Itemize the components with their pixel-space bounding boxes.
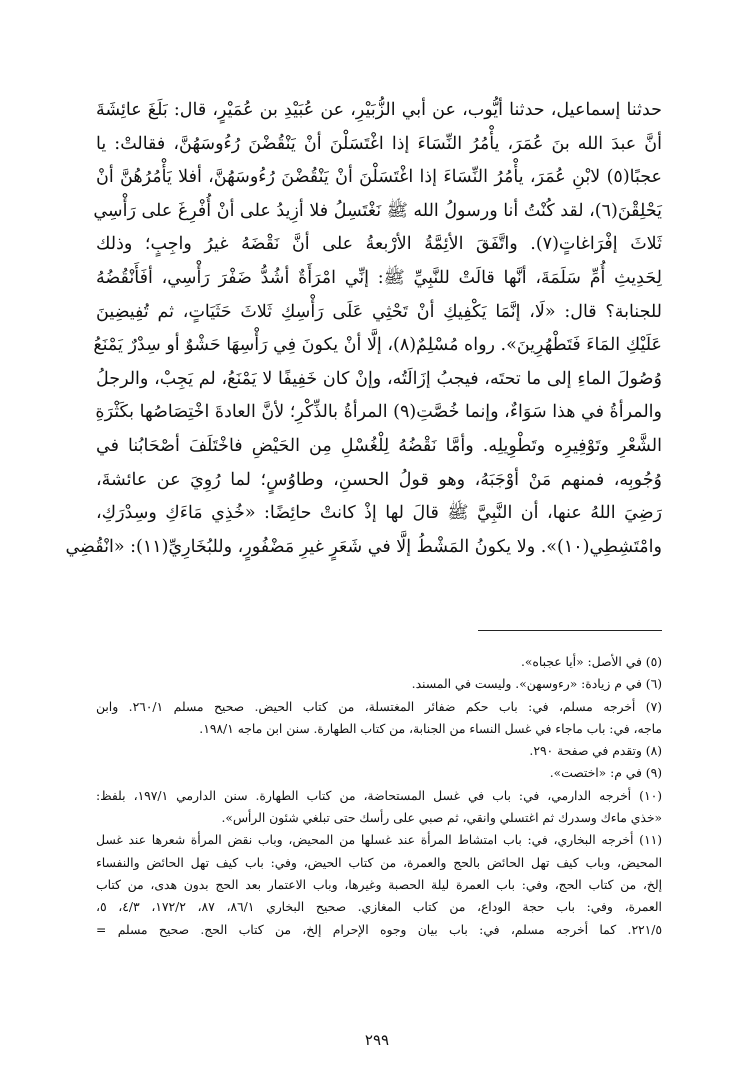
footnote-separator [478,630,662,631]
body-line: لِحَدِيثِ أُمِّ سَلَمَةَ، أنَّها قالَتْ للنَّبِيِّ ﷺ: إنِّي امْرَأَةٌ أشُدُّ ضَفْرَ رَأْسِي، أفَأَنْقُضُهُ [96,267,662,288]
body-line: يَحْلِقْنَ(٦)، لقد كُنْتُ أنا ورسولُ الله ﷺ نَغْتَسِلُ فلا أزِيدُ على أنْ أُفْرِغَ على رَأْسِي [93,200,662,221]
body-line: ثَلاثَ إفْرَاغاتٍ(٧). واتَّفَقَ الأئِمَّةُ الأرْبعةُ على أنَّ نَقْضَهُ غيرُ واجِبٍ؛ وذلك [96,234,662,255]
footnote-line: (٧) أخرجه مسلم، في: باب حكم ضفائر المغتسلة، من كتاب الحيض. صحيح مسلم ٢٦٠/١. وابن [96,699,662,714]
footnote-line: إلخ، من كتاب الحج، وفي: باب العمرة ليلة الحصبة وغيرها، وباب الاعتمار بعد الحج بدون هدى، من كتاب [96,877,662,892]
footnote-line: «خذي ماءك وسدرك ثم اغتسلي وانقي، ثم صبي على رأسك حتى تبلغي شئون الرأس». [221,811,662,826]
body-line: الشَّعْرِ وتَوْفِيرِه وتَطْوِيلِه. وأمَّا نَقْضُهُ لِلْغُسْلِ مِن الحَيْضِ فاخْتَلَفَ أصْحَابُنا في [96,435,662,456]
body-line: حدثنا إسماعيل، حدثنا أيُّوب، عن أبي الزُّبَيْرِ، عن عُبَيْدِ بن عُمَيْرٍ، قال: بَلَغَ عائِشَةَ [96,100,662,120]
footnotes [96,651,662,941]
body-line: عَلَيْكِ المَاءَ فَتَطْهُرِينَ». رواه مُسْلِمٌ(٨)، إلَّا أنْ يكونَ فِي رَأْسِهَا حَشْوٌ أو سِدْرٌ يَمْنَعُ [93,335,662,356]
body-line: أنَّ عبدَ الله بنَ عُمَرَ، يأْمُرُ النِّسَاءَ إذا اغْتَسَلْنَ أنْ يَنْقُضْنَ رُءُوسَهُنَّ، فقالتْ: يا [96,133,662,154]
body-line: والمرأةُ في هذا سَوَاءٌ، وإنما خُصَّتِ(٩) المرأةُ بالذِّكْرِ؛ لأنَّ العادةَ اخْتِصَاصُها بكَثْرَةِ [95,402,662,423]
footnote-line: العمرة، وفي: باب حجة الوداع، من كتاب المغازي. صحيح البخاري ٨٦/١، ٨٧، ١٧٢/٢، ٤/٣، ٥، [96,900,662,915]
body-line: رَضِيَ اللهُ عنها، أن النَّبِيَّ ﷺ قالَ لها إذْ كانتْ حائِضًا: «خُذِي مَاءَكِ وسِدْرَكِ، [96,503,662,524]
body-line: وُصُولَ الماءِ إلى ما تحتَه، فيجبُ إزَالَتُه، وإنْ كان خَفِيفًا لا يَمْنَعُ، لم يَجِبْ، والرجلُ [96,368,662,389]
body-line: للجنابة؟ قال: «لَا، إنَّمَا يَكْفِيكِ أنْ تَحْثِي عَلَى رَأْسِكِ ثَلاثَ حَثَيَاتٍ، ثم تُفِيضِينَ [96,301,662,322]
footnote-line: (١٠) أخرجه الدارمي، في: باب في غسل المستحاضة، من كتاب الطهارة. سنن الدارمي ١٩٧/١، بلفظ: [96,788,662,803]
body-line: وُجُوبِه، فمنهم مَنْ أوْجَبَهُ، وهو قولُ الحسنِ، وطاوُسٍ؛ لما رُوِيَ عن عائشةَ، [96,469,662,490]
body-line: عجبًا(٥) لابْنِ عُمَرَ، يأْمُرُ النِّسَاءَ إذا اغْتَسَلْنَ أنْ يَنْقُضْنَ رُءُوسَهُنَّ، أفلا يَأْمُرُهُنَّ أنْ [96,167,662,188]
footnote-line: (٥) في الأصل: «أيا عجباه». [520,655,662,669]
footnote-line: ماجه، في: باب ماجاء في غسل النساء من الجنابة، من كتاب الطهارة. سنن ابن ماجه ١٩٨/١. [199,721,662,736]
footnote-line: المحيض، وباب كيف تهل الحائض بالحج والعمرة، من كتاب الحيض، وفي: باب كيف تهل الحائض والنفساء [96,855,662,870]
footnote-line: (٩) في م: «اختصت». [549,766,662,781]
footnote-line: ٢٢١/٥. كما أخرجه مسلم، في: باب بيان وجوه الإحرام إلخ، من كتاب الحج. صحيح مسلم = [96,922,662,937]
main-text [65,94,662,564]
footnote-line: (١١) أخرجه البخاري، في: باب امتشاط المرأة عند غسلها من المحيض، وباب نقض المرأة شعرها عند غسل [96,833,662,848]
footnote-line: (٦) في م زيادة: «رءوسهن». وليست في المسند. [411,677,662,692]
footnote-line: (٨) وتقدم في صفحة ٢٩٠. [529,744,662,759]
page-number: ٢٩٩ [364,1031,390,1049]
body-line: وامْتَشِطِي(١٠)». ولا يكونُ المَشْطُ إلَّا في شَعَرٍ غيرِ مَضْفُورٍ، وللبُخَارِيِّ(١١): «انْقُضِي [65,536,662,557]
